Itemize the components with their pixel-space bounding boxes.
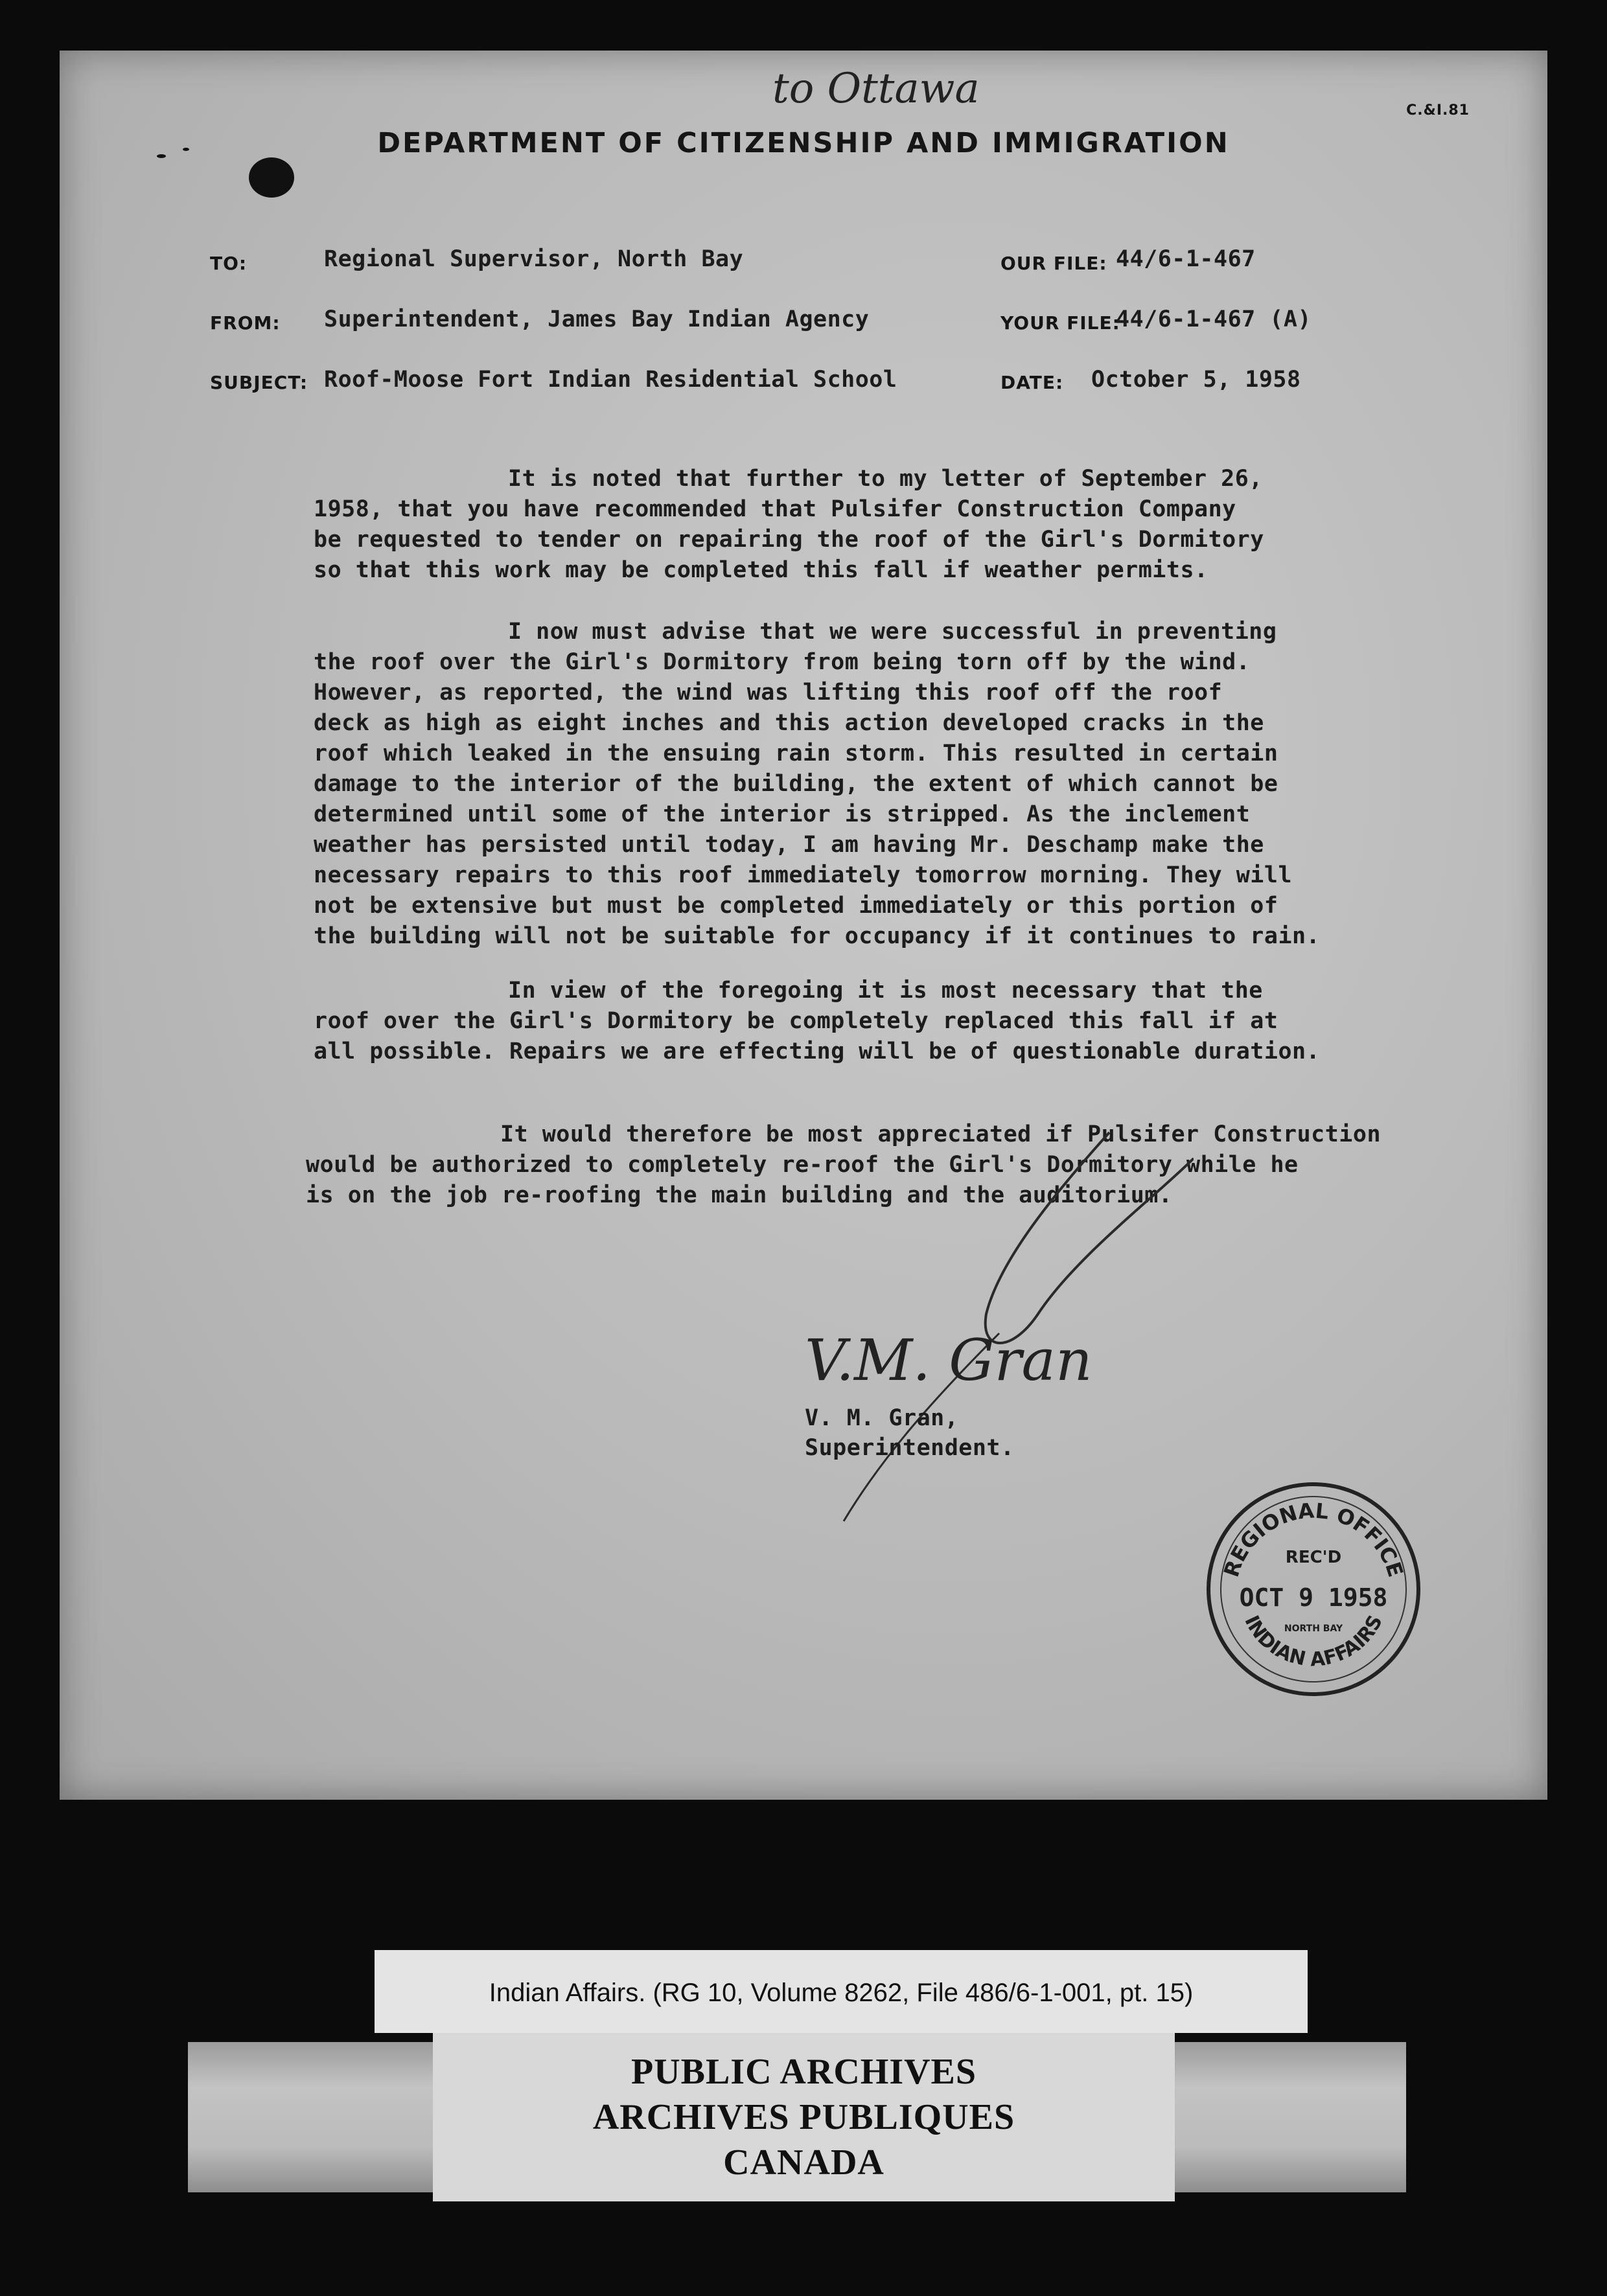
archive-line-2: ARCHIVES PUBLIQUES	[592, 2097, 1015, 2137]
body-paragraph-4: It would therefore be most appreciated if Pulsifer Construction would be authorized to completely re-roof the Girl's Dormitory while he is on the job re-roofing the main building and the auditorium.	[306, 1121, 1382, 1208]
to-label: TO:	[210, 253, 248, 274]
signature-block	[805, 1403, 1015, 1463]
date-value: October 5, 1958	[1091, 367, 1301, 393]
received-stamp	[1207, 1482, 1420, 1696]
archive-reference-card	[375, 1950, 1308, 2033]
to-value: Regional Supervisor, North Bay	[324, 246, 744, 272]
stamp-bottom-text: INDIAN AFFAIRS	[1240, 1611, 1387, 1671]
public-archives-stamp	[433, 2033, 1175, 2201]
archive-reference: Indian Affairs. (RG 10, Volume 8262, File 486/6-1-001, pt. 15)	[489, 1979, 1194, 2007]
signer-title: Superintendent.	[805, 1435, 1015, 1461]
from-label: FROM:	[210, 312, 281, 334]
your-file-label: YOUR FILE:	[1000, 312, 1120, 334]
archive-line-3: CANADA	[723, 2142, 884, 2183]
body-paragraph-2: I now must advise that we were successful in preventing the roof over the Girl's Dormitory from being torn off by the wind. However, as reported, the wind was lifting this roof off the roof deck as high as eight inches and this action developed cracks in the roof which leaked in the ensuing rain storm. This resulted in certain damage to the interior of the building, the extent of which cannot be determined until some of the interior is stripped. As the inclement weather has persisted until today, I am having Mr. Deschamp make the necessary repairs to this roof immediately tomorrow morning. They will not be extensive but must be completed immediately or this portion of the building will not be suitable for occupancy if it continues to rain.	[314, 619, 1321, 949]
stamp-date: OCT 9 1958	[1239, 1583, 1388, 1612]
archive-line-1: PUBLIC ARCHIVES	[630, 2052, 977, 2092]
from-value: Superintendent, James Bay Indian Agency	[324, 306, 870, 332]
stamp-top-text: REGIONAL OFFICE	[1218, 1498, 1409, 1580]
our-file-value: 44/6-1-467	[1116, 246, 1256, 272]
date-label: DATE:	[1000, 372, 1064, 393]
letter-sheet	[60, 51, 1547, 1800]
ink-blot	[249, 157, 294, 198]
stamp-sub: NORTH BAY	[1284, 1624, 1343, 1634]
form-code: C.&I.81	[1406, 102, 1470, 119]
body-paragraph-3: In view of the foregoing it is most necessary that the roof over the Girl's Dormitory be completely replaced this fall if at all possible. Repairs we are effecting will be of questionable duration.	[314, 978, 1321, 1064]
handwritten-signature: V.M. Gran	[805, 1327, 1093, 1394]
your-file-value: 44/6-1-467 (A)	[1116, 306, 1312, 332]
body-paragraph-1: It is noted that further to my letter of September 26, 1958, that you have recommended that Pulsifer Construction Company be requested to tender on repairing the roof of the Girl's Dormitory so that this work may be completed this fall if weather permits.	[314, 466, 1264, 583]
subject-value: Roof-Moose Fort Indian Residential School	[324, 367, 897, 393]
handwritten-note: to Ottawa	[772, 65, 980, 113]
subject-label: SUBJECT:	[210, 372, 308, 393]
our-file-label: OUR FILE:	[1000, 253, 1107, 274]
stamp-recd: REC'D	[1285, 1548, 1342, 1567]
department-title: DEPARTMENT OF CITIZENSHIP AND IMMIGRATION	[377, 127, 1230, 159]
signer-name: V. M. Gran,	[805, 1405, 959, 1431]
